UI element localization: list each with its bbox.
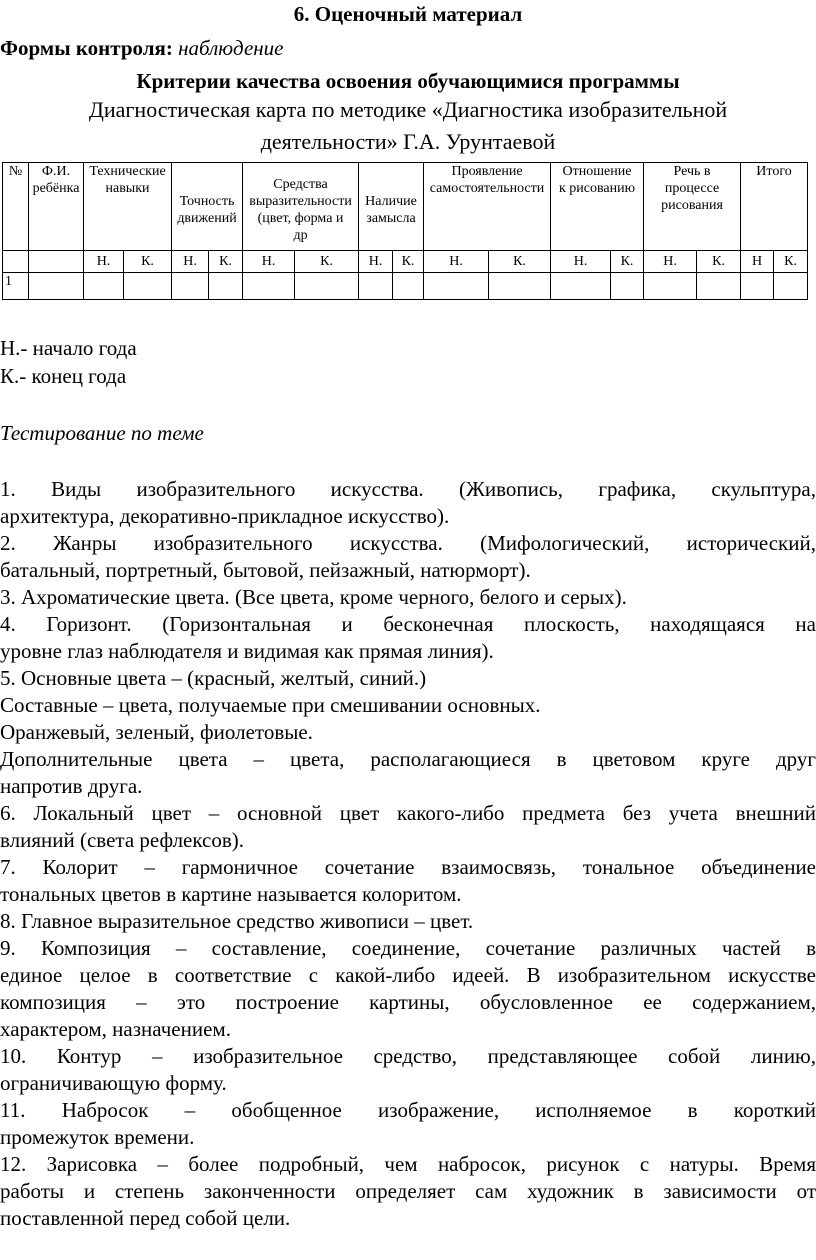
table-cell — [84, 273, 124, 300]
list-item: Дополнительные цвета – цвета, располагающиеся в цветовом круге друг напротив друга. — [0, 747, 816, 798]
list-item: Составные – цвета, получаемые при смешивании основных. — [0, 693, 541, 717]
table-cell — [29, 251, 84, 273]
list-item: Оранжевый, зеленый, фиолетовые. — [0, 720, 313, 744]
subheader-cell: К. — [611, 251, 644, 273]
subheader-cell: Н. — [551, 251, 611, 273]
subheader-cell: К. — [295, 251, 359, 273]
subheader-cell: Н. — [243, 251, 295, 273]
table-cell — [243, 273, 295, 300]
list-item: 5. Основные цвета – (красный, желтый, синий.) — [0, 666, 427, 690]
subheader-cell: Н. — [359, 251, 393, 273]
list-item: 6. Локальный цвет – основной цвет какого-либо предмета без учета внешний влияний (света рефлексов). — [0, 801, 816, 852]
table-cell — [489, 273, 551, 300]
header-number: № — [3, 163, 29, 251]
table-cell — [611, 273, 644, 300]
header-technical-skills: Технические навыки — [84, 163, 172, 251]
table-cell — [124, 273, 172, 300]
list-item: 3. Ахроматические цвета. (Все цвета, кроме черного, белого и серых). — [0, 585, 627, 609]
subheader-cell: Н. — [172, 251, 209, 273]
list-item: 2. Жанры изобразительного искусства. (Мифологический, исторический, батальный, портретный, бытовой, пейзажный, натюрморт). — [0, 531, 816, 582]
header-attitude: Отношение к рисованию — [551, 163, 644, 251]
header-child-name: Ф.И. ребёнка — [29, 163, 84, 251]
header-precision: Точность движений — [172, 163, 243, 251]
header-idea: Наличие замысла — [359, 163, 424, 251]
table-cell — [359, 273, 393, 300]
header-speech: Речь в процессе рисования — [644, 163, 741, 251]
table-cell — [644, 273, 697, 300]
table-cell — [774, 273, 808, 300]
criteria-title: Критерии качества освоения обучающимися программы — [136, 69, 680, 93]
subheader-cell: К. — [489, 251, 551, 273]
table-cell — [741, 273, 774, 300]
forms-value: наблюдение — [178, 36, 284, 60]
subheader-cell: Н. — [644, 251, 697, 273]
subheader-cell: К. — [774, 251, 808, 273]
subheader-cell: К. — [697, 251, 741, 273]
header-expressive-means: Средства выразительности (цвет, форма и др — [243, 163, 359, 251]
forms-of-control — [0, 36, 816, 60]
subheader-cell: Н. — [84, 251, 124, 273]
list-item: 9. Композиция – составление, соединение, сочетание различных частей в единое целое в соответствие с какой-либо идеей. В изобразительном искусстве композиция – это построение картины, обусловленное ее содержанием, характером, назначением. — [0, 936, 816, 1041]
diagnostic-title-line-1: Диагностическая карта по методике «Диагностика изобразительной — [88, 97, 728, 122]
diagnostic-table — [2, 162, 808, 300]
list-item: 7. Колорит – гармоничное сочетание взаимосвязь, тональное объединение тональных цветов в картине называется колоритом. — [0, 855, 816, 906]
subheader-cell: Н — [741, 251, 774, 273]
table-cell — [29, 273, 84, 300]
table-row — [3, 273, 808, 300]
row-number: 1 — [3, 273, 29, 300]
list-item: 8. Главное выразительное средство живописи – цвет. — [0, 909, 474, 933]
subheader-cell: Н. — [424, 251, 489, 273]
list-item: 11. Набросок – обобщенное изображение, исполняемое в короткий промежуток времени. — [0, 1098, 816, 1149]
header-independence: Проявление самостоятельности — [424, 163, 551, 251]
test-title: Тестирование по теме — [0, 421, 204, 445]
subheader-cell: К. — [209, 251, 243, 273]
subheader-cell: К. — [393, 251, 424, 273]
table-subheader-row — [3, 251, 808, 273]
table-cell — [424, 273, 489, 300]
table-cell — [209, 273, 243, 300]
list-item: 10. Контур – изобразительное средство, представляющее собой линию, ограничивающую форму. — [0, 1044, 816, 1095]
legend-end: К.- конец года — [0, 364, 127, 388]
section-heading: 6. Оценочный материал — [293, 2, 523, 26]
table-cell — [3, 251, 29, 273]
table-cell — [697, 273, 741, 300]
header-total: Итого — [741, 163, 808, 251]
list-item: 12. Зарисовка – более подробный, чем набросок, рисунок с натуры. Время работы и степень законченности определяет сам художник в зависимости от поставленной перед собой цели. — [0, 1152, 816, 1230]
list-item: 1. Виды изобразительного искусства. (Живопись, графика, скульптура, архитектура, декоративно-прикладное искусство). — [0, 477, 816, 528]
table-cell — [393, 273, 424, 300]
forms-label: Формы контроля: — [0, 36, 173, 60]
table-cell — [551, 273, 611, 300]
table-cell — [295, 273, 359, 300]
table-header-row — [3, 163, 808, 251]
diagnostic-title-line-2: деятельности» Г.А. Урунтаевой — [260, 129, 556, 154]
legend-start: Н.- начало года — [0, 336, 137, 360]
list-item: 4. Горизонт. (Горизонтальная и бесконечная плоскость, находящаяся на уровне глаз наблюдателя и видимая как прямая линия). — [0, 612, 816, 663]
table-cell — [172, 273, 209, 300]
subheader-cell: К. — [124, 251, 172, 273]
